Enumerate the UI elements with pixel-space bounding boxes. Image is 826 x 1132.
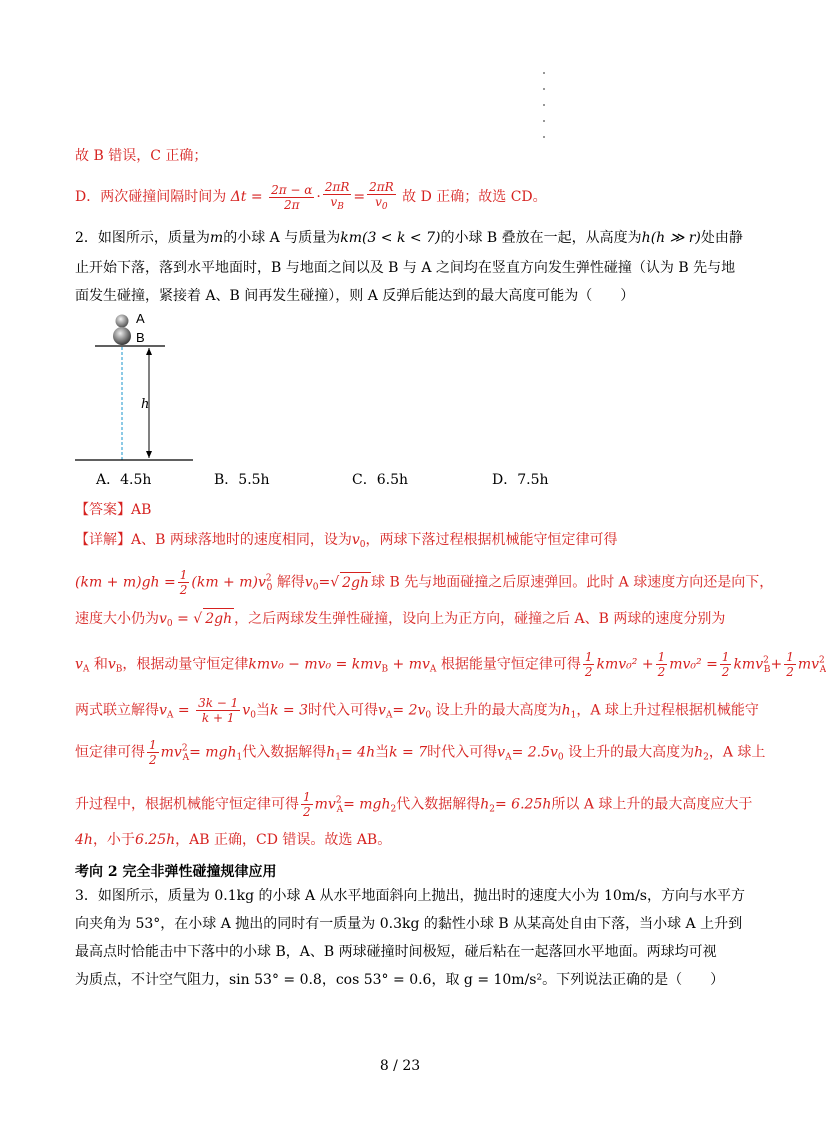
detail-line-2: (km + m)gh = $\frac{1}{2}$ $(km + m)v^2_0$ 解得$v_0=√$ 2gh 球 B 先与地面碰撞之后原速弹回。此时 A 球速度方向还是向下， bbox=[75, 568, 774, 597]
detail-line-4: $v_A$ 和$v_B$，根据动量守恒定律$kmv_0 - mv_0 = kmv_B + mv_A$ 根据能量守恒定律可得 $\frac{1}{2}$ kmv₀² + $\frac{1}{2}$ mv₀² = $\frac{1}{2}$ kmv$^2_B$+ $\frac{1}{2}$ $mv^2_A$ bbox=[75, 650, 826, 679]
text-line-b-wrong: 故 B 错误，C 正确； bbox=[75, 148, 208, 164]
option-b[interactable]: B．5.5h bbox=[214, 472, 270, 488]
detail-line-5: 两式联立解得$v_A$ = $\frac{3k - 1}{k + 1}$ $v_0$当k = 3时代入可得$v_A= 2v_0$ 设上升的最大高度为$h_1$，A 球上升过程根据机械能守 bbox=[75, 696, 759, 725]
label-h: h bbox=[141, 397, 150, 412]
label-ball-a: A bbox=[136, 311, 145, 326]
option-a[interactable]: A．4.5h bbox=[96, 472, 152, 488]
q3-line-4: 为质点，不计空气阻力，sin 53° = 0.8，cos 53° = 0.6，取 g = 10m/s²。下列说法正确的是（ ） bbox=[75, 972, 725, 988]
decorative-dots bbox=[543, 72, 547, 152]
q3-line-3: 最高点时恰能击中下落中的小球 B，A、B 两球碰撞时间极短，碰后粘在一起落回水平地面。两球均可视 bbox=[75, 944, 717, 960]
fraction-1: $\frac{2\pi - \alpha}{2\pi}$ bbox=[271, 182, 313, 212]
ball-a bbox=[116, 315, 129, 328]
option-d[interactable]: D．7.5h bbox=[492, 472, 549, 488]
option-c[interactable]: C．6.5h bbox=[352, 472, 408, 488]
section-heading: 考向 2 完全非弹性碰撞规律应用 bbox=[75, 864, 277, 880]
ball-b bbox=[113, 327, 131, 345]
fraction-2: $\frac{2\pi R}{v_B}$ bbox=[324, 180, 350, 212]
fraction-3: $\frac{2\pi R}{v_0}$ bbox=[369, 180, 394, 212]
line-d-prefix: D．两次碰撞间隔时间为 bbox=[75, 189, 227, 205]
text-line-d: D．两次碰撞间隔时间为 Δt = $\frac{2\pi - \alpha}{2\pi}$ · $\frac{2\pi R}{v_B}$ = $\frac{2\pi R}{v_0}$ 故 D 正确；故选 CD。 bbox=[75, 180, 547, 212]
detail-line-1: 【详解】A、B 两球落地时的速度相同，设为$v_0$，两球下落过程根据机械能守恒定律可得 bbox=[75, 532, 618, 550]
line-d-suffix: 故 D 正确；故选 CD。 bbox=[402, 189, 547, 205]
q2-line-1: 2．如图所示，质量为m的小球 A 与质量为km(3 < k < 7)的小球 B 叠放在一起，从高度为h(h ≫ r)处由静 bbox=[75, 230, 743, 246]
detail-line-7: 升过程中，根据机械能守恒定律可得 $\frac{1}{2}$ $mv^2_A= mgh_2$代入数据解得$h_2= 6.25h$所以 A 球上升的最大高度应大于 bbox=[75, 790, 753, 819]
q2-line-2: 止开始下落，落到水平地面时，B 与地面之间以及 B 与 A 之间均在竖直方向发生弹性碰撞（认为 B 先与地 bbox=[75, 260, 736, 276]
detail-line-3: 速度大小仍为$v_0$ = √ 2gh ，之后两球发生弹性碰撞，设向上为正方向，碰撞之后 A、B 两球的速度分别为 bbox=[75, 608, 725, 634]
falling-balls-figure bbox=[75, 308, 205, 468]
detail-line-6: 恒定律可得 $\frac{1}{2}$ $mv^2_A= mgh_1$代入数据解得$h_1= 4h$当k = 7时代入可得$v_A= 2.5v_0$ 设上升的最大高度为$h_2$，A 球上 bbox=[75, 738, 766, 767]
q3-line-1: 3．如图所示，质量为 0.1kg 的小球 A 从水平地面斜向上抛出，抛出时的速度大小为 10m/s，方向与水平方 bbox=[75, 888, 745, 904]
formula-delta-t: Δt = bbox=[230, 189, 263, 205]
q2-line-3: 面发生碰撞，紧接着 A、B 间再发生碰撞），则 A 反弹后能达到的最大高度可能为（ ） bbox=[75, 288, 635, 304]
detail-line-8: 4h，小于6.25h，AB 正确，CD 错误。故选 AB。 bbox=[75, 832, 392, 848]
arrow-up-icon bbox=[146, 348, 152, 355]
answer-line: 【答案】AB bbox=[75, 502, 152, 518]
arrow-down-icon bbox=[146, 451, 152, 458]
q3-line-2: 向夹角为 53°，在小球 A 抛出的同时有一质量为 0.3kg 的黏性小球 B 从某高处自由下落，当小球 A 上升到 bbox=[75, 916, 743, 932]
label-ball-b: B bbox=[136, 330, 145, 345]
page-number: 8 / 23 bbox=[379, 1058, 421, 1074]
